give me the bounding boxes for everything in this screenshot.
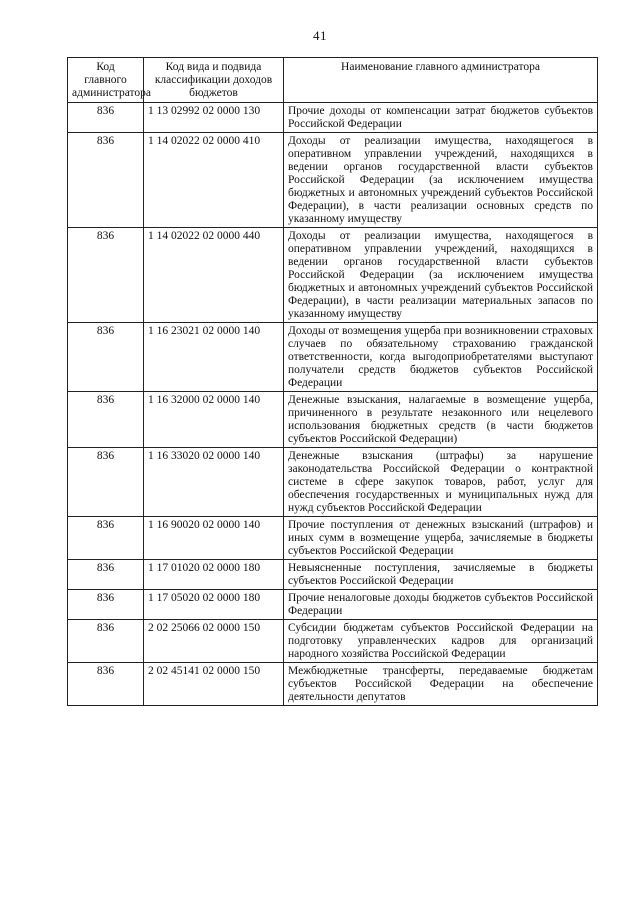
admin-name-cell: Субсидии бюджетам субъектов Российской Федерации на подготовку управленческих кадров для организаций народного хозяйства Российской Федерации — [284, 620, 598, 663]
classification-code-cell: 1 16 23021 02 0000 140 — [144, 323, 284, 392]
admin-code-cell: 836 — [68, 103, 144, 133]
classification-code-cell: 1 17 01020 02 0000 180 — [144, 560, 284, 590]
admin-code-cell: 836 — [68, 620, 144, 663]
header-classification-line-2: классификации доходов — [154, 74, 273, 86]
header-admin-code-line-1: Код — [96, 61, 115, 73]
classification-code-cell: 1 14 02022 02 0000 410 — [144, 133, 284, 228]
table-row — [68, 663, 598, 706]
classification-code-cell: 1 17 05020 02 0000 180 — [144, 590, 284, 620]
table-row — [68, 620, 598, 663]
classification-code-cell: 1 16 33020 02 0000 140 — [144, 448, 284, 517]
header-classification-code — [144, 58, 284, 103]
classification-code-cell: 1 16 90020 02 0000 140 — [144, 517, 284, 560]
classification-code-cell: 1 16 32000 02 0000 140 — [144, 392, 284, 448]
admin-code-cell: 836 — [68, 392, 144, 448]
admin-name-cell: Доходы от реализации имущества, находящегося в оперативном управлении учреждений, находящихся в ведении органов государственной власти субъектов Российской Федерации (за исключением имущества бюджетных и автономных учреждений субъектов Российской Федерации), в части реализации материальных запасов по указанному имуществу — [284, 228, 598, 323]
admin-name-cell: Межбюджетные трансферты, передаваемые бюджетам субъектов Российской Федерации на обеспечение деятельности депутатов — [284, 663, 598, 706]
table-header-row — [68, 58, 598, 103]
admin-name-cell: Невыясненные поступления, зачисляемые в бюджеты субъектов Российской Федерации — [284, 560, 598, 590]
admin-code-cell: 836 — [68, 663, 144, 706]
revenue-administrators-table — [67, 57, 598, 706]
admin-code-cell: 836 — [68, 448, 144, 517]
table-row — [68, 133, 598, 228]
table-row — [68, 228, 598, 323]
admin-code-cell: 836 — [68, 133, 144, 228]
admin-code-cell: 836 — [68, 590, 144, 620]
admin-code-cell: 836 — [68, 323, 144, 392]
classification-code-cell: 2 02 25066 02 0000 150 — [144, 620, 284, 663]
admin-code-cell: 836 — [68, 560, 144, 590]
table-row — [68, 392, 598, 448]
table-row — [68, 448, 598, 517]
header-classification-line-1: Код вида и подвида — [165, 61, 262, 73]
classification-code-cell: 1 14 02022 02 0000 440 — [144, 228, 284, 323]
table-row — [68, 590, 598, 620]
header-admin-code-line-3: администратора — [72, 87, 152, 99]
header-admin-code — [68, 58, 152, 103]
table-row — [68, 517, 598, 560]
admin-code-cell: 836 — [68, 517, 144, 560]
header-admin-name: Наименование главного администратора — [284, 58, 598, 103]
page-number: 41 — [313, 28, 327, 43]
classification-code-cell: 1 13 02992 02 0000 130 — [144, 103, 284, 133]
admin-name-cell: Денежные взыскания (штрафы) за нарушение законодательства Российской Федерации о контрактной системе в сфере закупок товаров, работ, услуг для обеспечения государственных и муниципальных нужд для нужд субъектов Российской Федерации — [284, 448, 598, 517]
table-row — [68, 103, 598, 133]
table-row — [68, 323, 598, 392]
admin-name-cell: Доходы от реализации имущества, находящегося в оперативном управлении учреждений, находящихся в ведении органов государственной власти субъектов Российской Федерации (за исключением имущества бюджетных и автономных учреждений субъектов Российской Федерации), в части реализации основных средств по указанному имуществу — [284, 133, 598, 228]
admin-code-cell: 836 — [68, 228, 144, 323]
admin-name-cell: Доходы от возмещения ущерба при возникновении страховых случаев по обязательному страхованию гражданской ответственности, когда выгодоприобретателями выступают получатели средств бюджетов субъектов Российской Федерации — [284, 323, 598, 392]
header-classification-line-3: бюджетов — [189, 87, 238, 99]
admin-name-cell: Прочие поступления от денежных взысканий (штрафов) и иных сумм в возмещение ущерба, зачисляемые в бюджеты субъектов Российской Федерации — [284, 517, 598, 560]
classification-code-cell: 2 02 45141 02 0000 150 — [144, 663, 284, 706]
table-row — [68, 560, 598, 590]
header-admin-code-line-2: главного — [84, 74, 127, 86]
admin-name-cell: Денежные взыскания, налагаемые в возмещение ущерба, причиненного в результате незаконного или нецелевого использования бюджетных средств (в части бюджетов субъектов Российской Федерации) — [284, 392, 598, 448]
admin-name-cell: Прочие доходы от компенсации затрат бюджетов субъектов Российской Федерации — [284, 103, 598, 133]
admin-name-cell: Прочие неналоговые доходы бюджетов субъектов Российской Федерации — [284, 590, 598, 620]
